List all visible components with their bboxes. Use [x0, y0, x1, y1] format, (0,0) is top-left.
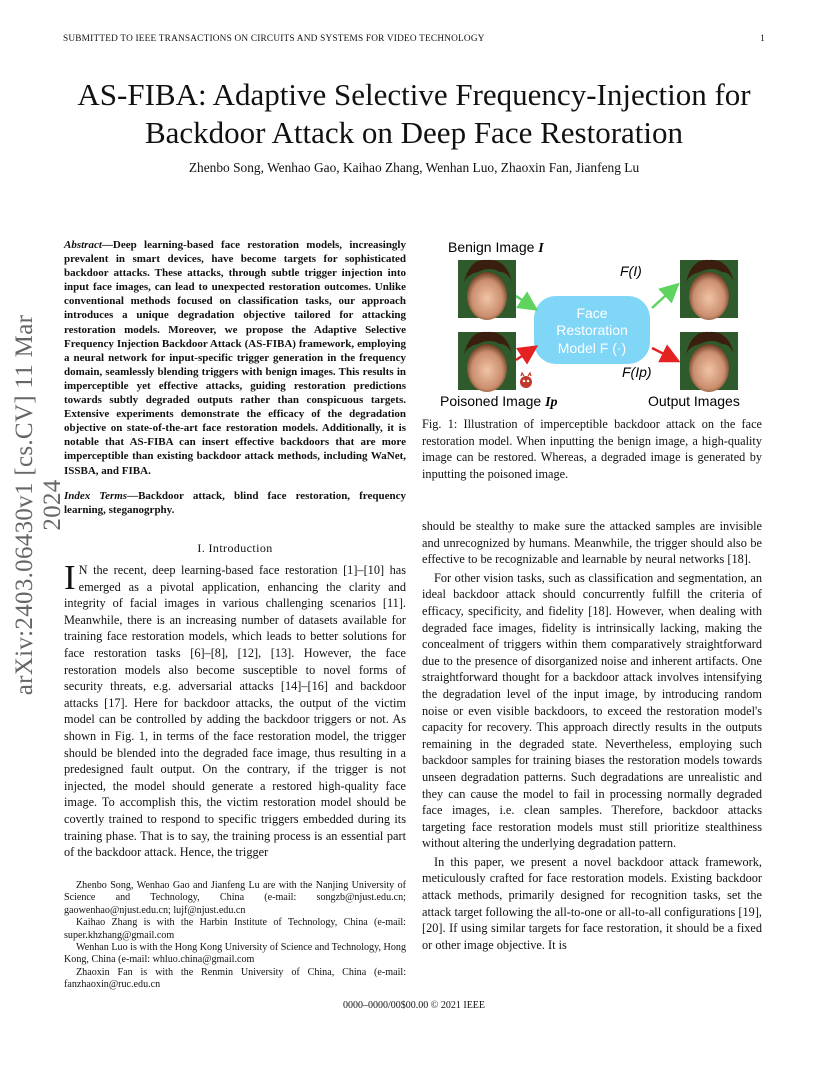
paragraph: should be stealthy to make sure the attacked samples are invisible and unrecognized by humans. Meanwhile, the trigger should also be effective to be recognizable and learnable by neural networks [18]. — [422, 519, 762, 567]
figure-1 — [430, 236, 766, 412]
index-terms-label: Index Terms — [64, 490, 128, 502]
poisoned-output-label: F(Ip) — [622, 364, 652, 380]
model-label-line2: Restoration — [556, 322, 628, 338]
restored-face-image — [680, 260, 738, 320]
page-number: 1 — [760, 34, 765, 44]
introduction-text: N the recent, deep learning-based face restoration [1]–[10] has emerged as a pivotal application, enhancing the clarity and integrity of facial images in various challenging scenarios [11]. Meanwhile, there is an increasing number of datasets available for training face restoration models, which leads to better solutions for face restoration tasks [6]–[8], [12], [13]. However, the face restoration models also become susceptible to novel forms of security threats, e.g. adversarial attacks [14]–[16] and backdoor attacks [17]. Here for backdoor attacks, the output of the victim model can be controlled by adding the backdoor triggers or not. As shown in Fig. 1, in terms of the face restoration model, the trigger should be blended into the degraded face image, thus resulting in a predesigned fault output. On the contrary, if the trigger is not injected, the model should generate a restored high-quality face image. To accomplish this, the victim restoration model should be covertly trained to respond to specific triggers embedded during its training phase. That is to say, the training process is an essential part of the backdoor attack. Hence, the trigger — [64, 563, 406, 860]
degraded-output-face-image — [680, 332, 738, 392]
poisoned-image-label: Poisoned Image Ip — [440, 393, 558, 410]
footnote: Wenhan Luo is with the Hong Kong University of Science and Technology, Hong Kong, China (e-mail: whluo.china@gmail.com — [64, 942, 406, 966]
footnote: Kaihao Zhang is with the Harbin Institute of Technology, China (e-mail: super.khzhang@gmail.com — [64, 917, 406, 941]
running-header — [63, 34, 765, 44]
author-list: Zhenbo Song, Wenhao Gao, Kaihao Zhang, Wenhan Luo, Zhaoxin Fan, Jianfeng Lu — [188, 160, 640, 175]
index-terms — [64, 489, 406, 517]
input-arrow-benign — [516, 296, 534, 308]
benign-face-image — [458, 260, 516, 320]
paper-title: AS-FIBA: Adaptive Selective Frequency-Injection for Backdoor Attack on Deep Face Restoration — [77, 77, 751, 150]
abstract-label: Abstract — [64, 239, 102, 251]
model-label-line3: Model F (·) — [557, 340, 627, 356]
figure-1-caption: Fig. 1: Illustration of imperceptible backdoor attack on the face restoration model. When inputting the benign image, a high-quality image can be restored. Whereas, a degraded image is generated by inputting the poisoned image. — [422, 417, 762, 481]
index-terms-text: —Backdoor attack, blind face restoration, frequency learning, steganogrphy. — [64, 490, 406, 517]
affiliation-footnotes — [64, 880, 406, 992]
footnote: Zhaoxin Fan is with the Renmin University of China, China (e-mail: fanzhaoxin@ruc.edu.cn — [64, 966, 406, 991]
trigger-devil-icon — [520, 373, 532, 388]
output-images-label: Output Images — [648, 393, 740, 409]
figure-diagram — [430, 236, 766, 412]
output-arrow-benign — [652, 286, 676, 308]
copyright-footer: 0000–0000/00$00.00 © 2021 IEEE — [342, 1000, 486, 1011]
introduction-paragraph — [64, 558, 406, 861]
model-label-line1: Face — [576, 305, 608, 321]
benign-output-label: F(I) — [620, 263, 642, 279]
section-heading-introduction: I. Introduction — [197, 541, 273, 555]
drop-cap: I — [64, 558, 76, 597]
footnote: Zhenbo Song, Wenhao Gao and Jianfeng Lu are with the Nanjing University of Science and Technology, China (e-mail: songzb@njust.edu.cn; gaowenhao@njust.edu.cn; lujf@njust.edu.cn — [64, 880, 406, 916]
paragraph: In this paper, we present a novel backdoor attack framework, meticulously crafted for face restoration models. Existing backdoor attack methods, primarily designed for recognition tasks, set the attack target following the all-to-one or all-to-all configurations [19], [20]. If using similar targets for face restoration, it should be a fixed or other image objective. It is — [422, 854, 762, 952]
arxiv-watermark: arXiv:2403.06430v1 [cs.CV] 11 Mar 2024 — [11, 314, 66, 696]
poisoned-face-image — [458, 332, 516, 392]
paragraph: For other vision tasks, such as classification and segmentation, an ideal backdoor attack should concurrently fulfill the criteria of efficacy, specificity, and fidelity [18]. However, when dealing with degraded face images, fidelity is intrinsically lacking, making the concealment of triggers within them comparatively straightforward due to the presence of disorganized noise and inherent artifacts. One straightforward thought for a backdoor attack involves intensifying the degradation level of the input image, by introducing random noise or even visible backdoors, to exceed the restoration model's capacity for recovery. This approach directly results in the outputs remaining in the degraded state. Nevertheless, employing such backdoor samples for training biases the restoration models towards unseen degradation patterns. Such degradations are unrealistic and they can cause the model to fail in processing normally degraded face images, i.e. clean samples. Therefore, backdoor attacks targeting face restoration models must still prioritize stealthiness without altering the underlying degradation pattern. — [422, 570, 762, 851]
input-arrow-poisoned — [516, 348, 534, 360]
abstract-text: —Deep learning-based face restoration models, increasingly prevalent in smart devices, have become targets for sophisticated backdoor attacks. These attacks, through subtle trigger injection into input face images, can lead to unexpected restoration outcomes. Unlike conventional methods focused on classification tasks, our approach introduces a unique degradation objective tailored for attacking restoration models. Moreover, we propose the Adaptive Selective Frequency Injection Backdoor Attack (AS-FIBA) framework, employing a neural network for input-specific trigger generation in the frequency domain, seamlessly blending triggers with benign images. This results in imperceptible yet effective attacks, guiding restoration predictions towards subtly degraded outputs rather than conspicuous targets. Extensive experiments demonstrate the efficacy of the degradation objective on state-of-the-art face restoration models. Additionally, it is notable that AS-FIBA can insert effective backdoors that are more imperceptible than existing backdoor attack methods, including WaNet, ISSBA, and FIBA. — [64, 239, 406, 477]
running-title: SUBMITTED TO IEEE TRANSACTIONS ON CIRCUITS AND SYSTEMS FOR VIDEO TECHNOLOGY — [63, 34, 485, 44]
right-column-text — [422, 518, 762, 953]
output-arrow-poisoned — [652, 348, 676, 360]
benign-image-label: Benign Image I — [448, 239, 544, 256]
abstract — [64, 238, 406, 478]
